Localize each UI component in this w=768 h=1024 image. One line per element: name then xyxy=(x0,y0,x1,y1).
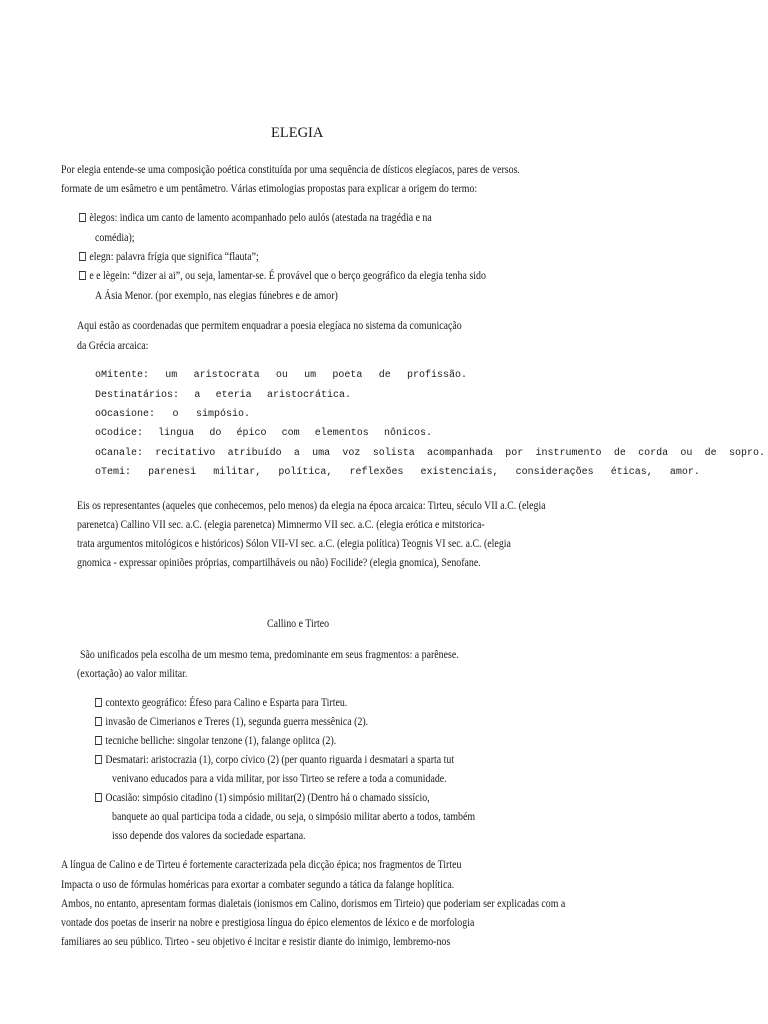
section2-item-3: tecniche belliche: singolar tenzone (1), falange oplitca (2). xyxy=(95,734,336,748)
section2-item-1: contexto geográfico: Éfeso para Calino e Esparta para Tirteu. xyxy=(95,696,347,710)
section2-item-5-cont-1: banquete ao qual participa toda a cidade, ou seja, o simpósio militar aberto a todos, também xyxy=(112,811,476,823)
coordinates-intro-1: Aqui estão as coordenadas que permitem enquadrar a poesia elegíaca no sistema da comunicação xyxy=(77,320,462,332)
bullet-box-icon xyxy=(95,793,102,802)
coordinate-codice: oCodice: lingua do épico com elementos nônicos. xyxy=(95,428,432,439)
bullet-box-icon xyxy=(95,755,102,764)
page-title: ELEGIA xyxy=(271,125,324,141)
closing-line-2: Impacta o uso de fórmulas homéricas para exortar a combater segundo a tática da falange hoplítica. xyxy=(61,879,455,891)
intro-line-1: Por elegia entende-se uma composição poética constituída por uma sequência de dísticos elegíacos, pares de versos. xyxy=(61,164,520,176)
coordinate-mitente: oMitente: um aristocrata ou um poeta de profissão. xyxy=(95,370,467,381)
coordinate-temi: oTemi: parenesi militar, política, reflexões existenciais, considerações éticas, amor. xyxy=(95,467,700,478)
coordinate-canale: oCanale: recitativo atribuído a uma voz solista acompanhada por instrumento de corda ou de sopro. xyxy=(95,448,765,459)
representatives-line-1: Eis os representantes (aqueles que conhecemos, pelo menos) da elegia na época arcaica: Tirteu, século VII a.C. (elegia xyxy=(77,500,546,512)
closing-line-5: familiares ao seu público. Tirteo - seu objetivo é incitar e resistir diante do inimigo, lembremo-nos xyxy=(61,936,451,948)
etymology-item-2: elegn: palavra frígia que significa “flauta”; xyxy=(79,250,259,264)
bullet-box-icon xyxy=(79,252,86,261)
representatives-line-3: trata argumentos mitológicos e históricos) Sólon VII-VI sec. a.C. (elegia política) Teognis VI sec. a.C. (elegia xyxy=(77,538,511,550)
section2-intro-2: (exortação) ao valor militar. xyxy=(77,668,188,680)
section2-item-4-cont: venivano educados para a vida militar, por isso Tirteo se refere a toda a comunidade. xyxy=(112,773,447,785)
section2-item-4: Desmatari: aristocrazia (1), corpo cívico (2) (per quanto riguarda i desmatari a sparta tut xyxy=(95,753,454,767)
bullet-box-icon xyxy=(79,271,86,280)
bullet-box-icon xyxy=(79,213,86,222)
section2-intro-1: São unificados pela escolha de um mesmo tema, predominante em seus fragmentos: a parênese. xyxy=(80,649,459,661)
etymology-item-3-cont: A Ásia Menor. (por exemplo, nas elegias fúnebres e de amor) xyxy=(95,290,338,302)
representatives-line-4: gnomica - expressar opiniões próprias, compartilháveis ou não) Focilide? (elegia gnomica), Senofane. xyxy=(77,557,481,569)
section2-item-2: invasão de Cimerianos e Treres (1), segunda guerra messênica (2). xyxy=(95,715,368,729)
coordinates-intro-2: da Grécia arcaica: xyxy=(77,340,149,352)
section-title-callino-tirteo: Callino e Tirteo xyxy=(267,618,330,630)
bullet-box-icon xyxy=(95,736,102,745)
etymology-item-3: e e lègein: “dizer ai ai”, ou seja, lamentar-se. É provável que o berço geográfico da elegia tenha sido xyxy=(79,269,486,283)
bullet-box-icon xyxy=(95,717,102,726)
section2-item-5: Ocasião: simpósio citadino (1) simpósio militar(2) (Dentro há o chamado sissício, xyxy=(95,791,430,805)
etymology-item-1: èlegos: indica um canto de lamento acompanhado pelo aulós (atestada na tragédia e na xyxy=(79,211,432,225)
closing-line-3: Ambos, no entanto, apresentam formas dialetais (ionismos em Calino, dorismos em Tirteio) que poderiam ser explicadas com a xyxy=(61,898,566,910)
closing-line-1: A língua de Calino e de Tirteu é fortemente caracterizada pela dicção épica; nos fragmentos de Tirteu xyxy=(61,859,462,871)
bullet-box-icon xyxy=(95,698,102,707)
coordinate-ocasione: oOcasione: o simpósio. xyxy=(95,409,250,420)
closing-line-4: vontade dos poetas de inserir na nobre e prestigiosa língua do épico elementos de léxico e de morfologia xyxy=(61,917,475,929)
representatives-line-2: parenetca) Callino VII sec. a.C. (elegia parenetca) Mimnermo VII sec. a.C. (elegia erótica e mitstorica- xyxy=(77,519,485,531)
coordinate-destinatari: Destinatários: a eteria aristocrática. xyxy=(95,390,351,401)
etymology-item-1-cont: comédia); xyxy=(95,232,135,244)
section2-item-5-cont-2: isso depende dos valores da sociedade espartana. xyxy=(112,830,306,842)
intro-line-2: formate de um esâmetro e um pentâmetro. Várias etimologias propostas para explicar a origem do termo: xyxy=(61,183,478,195)
